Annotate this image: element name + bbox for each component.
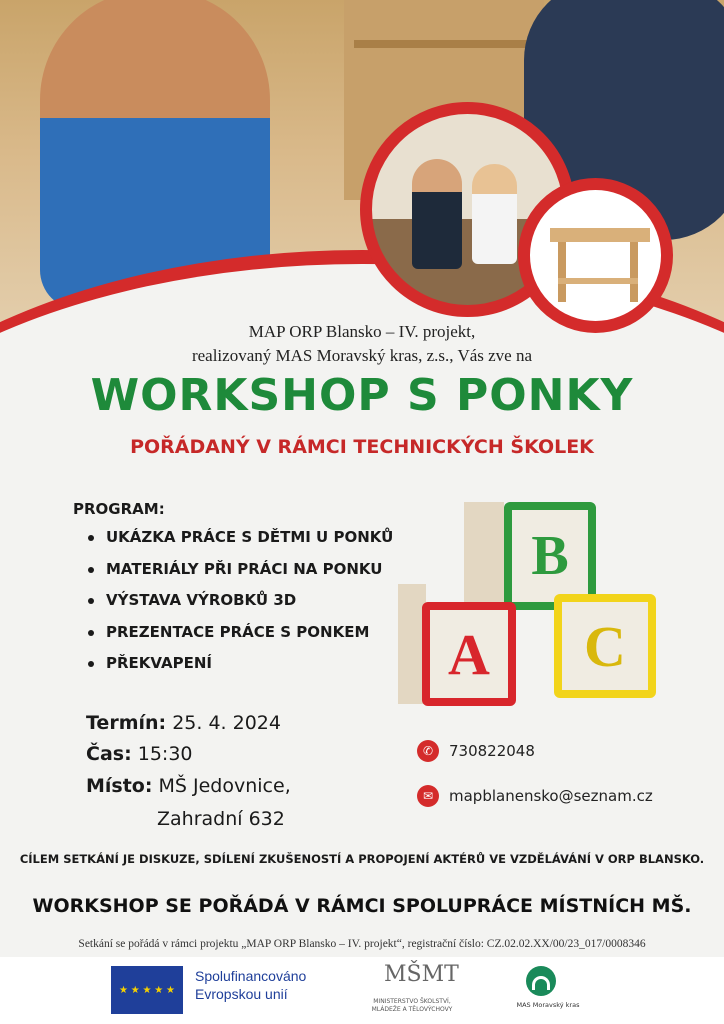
bench-leg	[630, 242, 638, 302]
program-list	[84, 527, 393, 685]
date-value: 25. 4. 2024	[172, 712, 281, 734]
email-address: mapblanensko@seznam.cz	[449, 787, 653, 805]
msmt-logo: MŠMT	[384, 962, 459, 987]
abc-blocks-image	[396, 488, 666, 710]
block-a	[398, 584, 516, 708]
time-value: 15:30	[137, 743, 193, 765]
mail-icon: ✉	[417, 785, 439, 807]
intro-line-2: realizovaný MAS Moravský kras, z.s., Vás zve na	[191, 346, 533, 365]
email-contact[interactable]	[417, 785, 653, 807]
date-label: Termín:	[86, 712, 167, 734]
time-label: Čas:	[86, 743, 132, 765]
program-item: PREZENTACE PRÁCE S PONKEM	[84, 622, 393, 654]
event-subtitle: POŘÁDANÝ V RÁMCI TECHNICKÝCH ŠKOLEK	[130, 436, 594, 458]
program-item: PŘEKVAPENÍ	[84, 653, 393, 685]
goal-text: CÍLEM SETKÁNÍ JE DISKUZE, SDÍLENÍ ZKUŠENOSTÍ A PROPOJENÍ AKTÉRŮ VE VZDĚLÁVÁNÍ V ORP BLANSKO.	[19, 852, 705, 866]
bench-leg	[558, 242, 566, 302]
msmt-line-1: MINISTERSTVO ŠKOLSTVÍ,	[373, 998, 451, 1005]
mas-logo-icon	[526, 966, 556, 996]
program-item: UKÁZKA PRÁCE S DĚTMI U PONKŮ	[84, 527, 393, 559]
registration-text: Setkání se pořádá v rámci projektu „MAP ORP Blansko – IV. projekt“, registrační číslo: CZ.02.02.XX/00/23_017/0008346	[78, 938, 646, 950]
program-item: MATERIÁLY PŘI PRÁCI NA PONKU	[84, 559, 393, 591]
child-figure	[472, 164, 517, 264]
date-row	[86, 712, 281, 734]
eu-line-2: Evropskou unií	[195, 986, 288, 1002]
cooperation-text: WORKSHOP SE POŘÁDÁ V RÁMCI SPOLUPRÁCE MÍSTNÍCH MŠ.	[32, 895, 692, 917]
eu-line-1: Spolufinancováno	[195, 968, 307, 984]
msmt-text	[357, 998, 467, 1014]
phone-contact[interactable]	[417, 740, 535, 762]
phone-icon: ✆	[417, 740, 439, 762]
place-address: Zahradní 632	[157, 808, 285, 830]
bench-shelf	[558, 278, 638, 284]
child-figure	[412, 159, 462, 269]
intro-line-1: MAP ORP Blansko – IV. projekt,	[248, 322, 476, 341]
bench-top	[550, 228, 650, 242]
place-label: Místo:	[86, 775, 153, 797]
program-item: VÝSTAVA VÝROBKŮ 3D	[84, 590, 393, 622]
place-value: MŠ Jedovnice,	[158, 775, 291, 797]
msmt-line-2: MLÁDEŽE A TĚLOVÝCHOVY	[371, 1006, 453, 1013]
program-label: PROGRAM:	[73, 500, 165, 518]
workbench-photo	[518, 178, 673, 333]
phone-number: 730822048	[449, 742, 535, 760]
block-b-letter: B	[504, 502, 596, 610]
time-row	[86, 743, 193, 765]
place-row	[86, 775, 291, 797]
event-title: WORKSHOP S PONKY	[90, 370, 634, 421]
block-c	[554, 580, 660, 700]
block-a-letter: A	[422, 602, 516, 706]
eu-flag-icon: ★ ★ ★ ★ ★	[111, 966, 183, 1014]
eu-cofinanced-text	[195, 967, 306, 1003]
block-c-letter: C	[554, 594, 656, 698]
mas-logo-text: MAS Moravský kras	[516, 1001, 580, 1009]
